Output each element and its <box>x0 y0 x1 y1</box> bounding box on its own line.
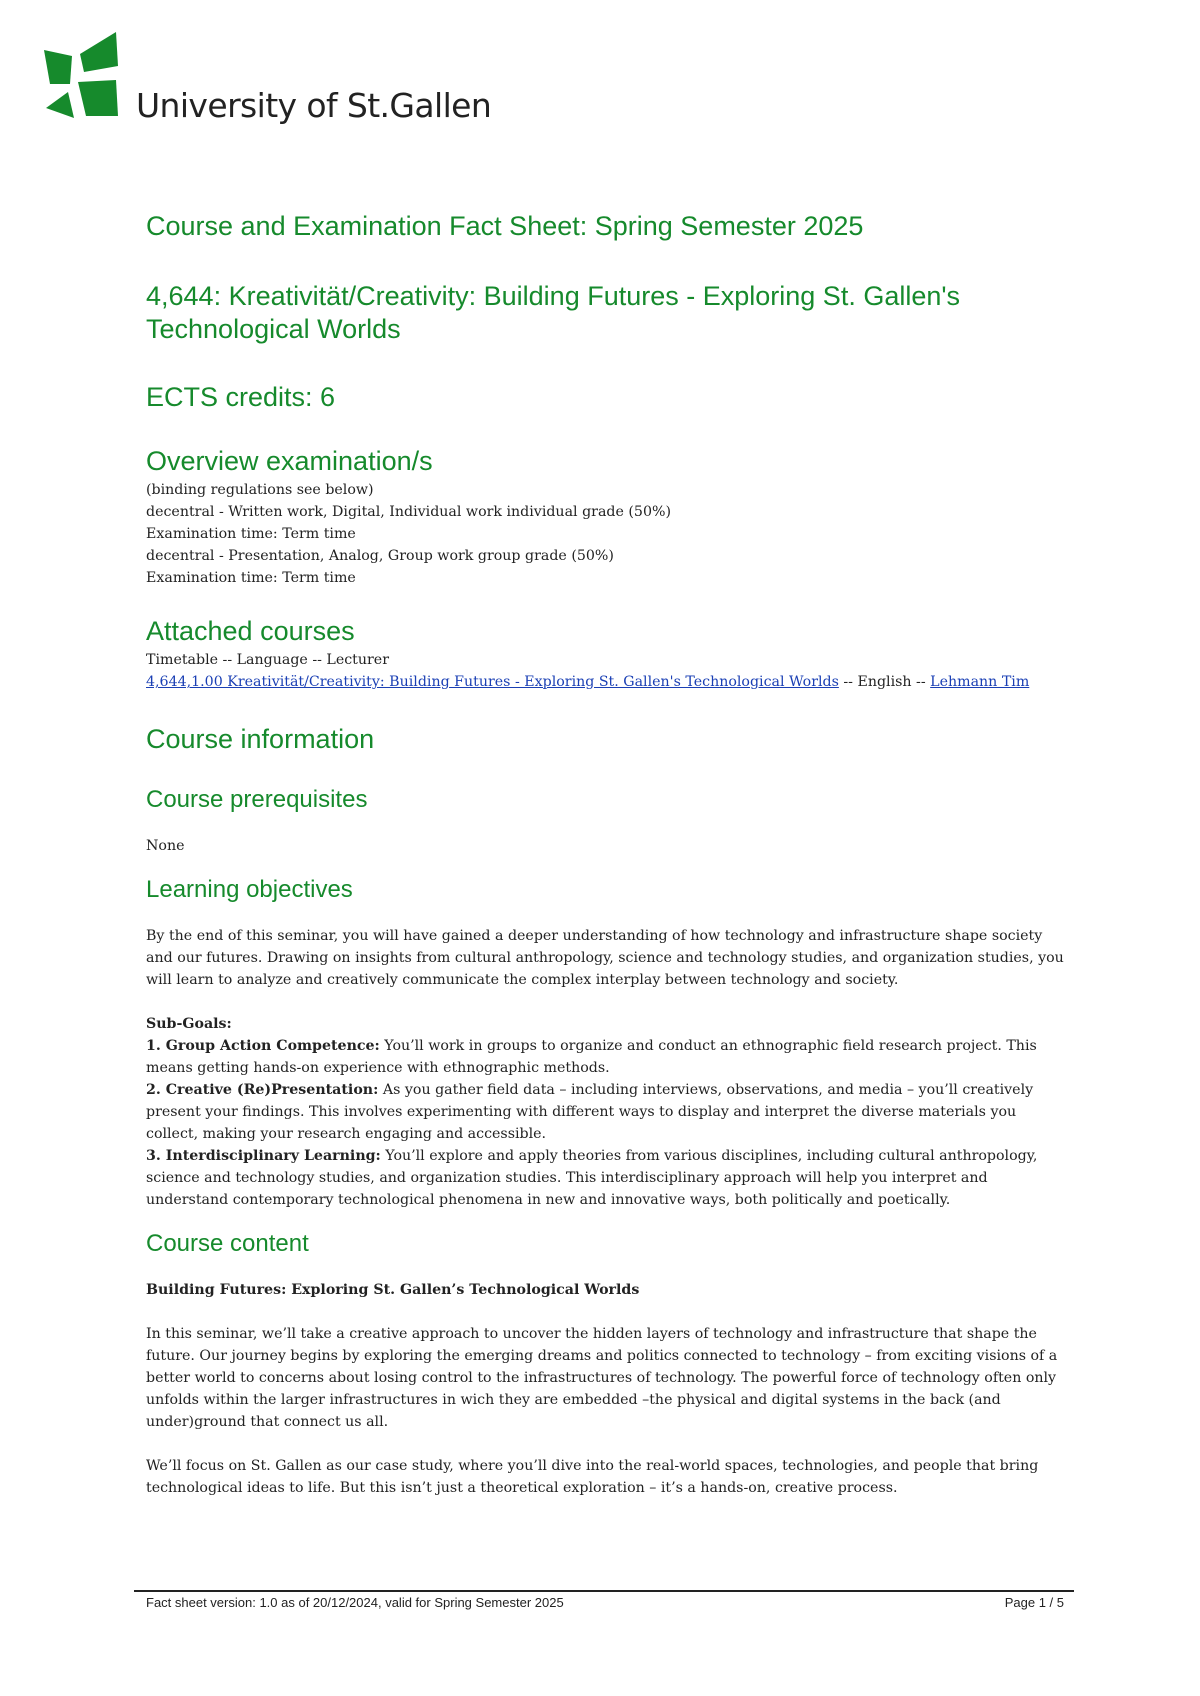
attached-courses-columns: Timetable -- Language -- Lecturer <box>146 652 389 668</box>
attached-courses-heading: Attached courses <box>146 616 355 646</box>
course-information-heading: Course information <box>146 724 375 754</box>
hsg-logo-mark-icon <box>44 32 124 120</box>
course-title: 4,644: Kreativität/Creativity: Building Futures - Exploring St. Gallen's Technological Worlds <box>146 281 961 344</box>
course-language: -- English -- <box>838 674 931 690</box>
footer-divider <box>134 1590 1074 1592</box>
goal-item <box>146 1145 1066 1211</box>
lecturer-link[interactable]: Lehmann Tim <box>930 674 1030 690</box>
prerequisites-text: None <box>146 838 185 854</box>
overview-line: decentral - Written work, Digital, Individual work individual grade (50%) <box>146 504 671 520</box>
attached-course-row <box>146 671 1066 693</box>
overview-line: (binding regulations see below) <box>146 482 374 498</box>
overview-list <box>146 479 1066 589</box>
goal-label: 1. Group Action Competence: <box>146 1038 380 1054</box>
goal-text: As you gather field data – including interviews, observations, and media – you’ll creatively present your findings. This involves experimenting with different ways to display and interpret the diverse materials you collect, making your research engaging and accessible. <box>146 1082 1034 1142</box>
overview-line: Examination time: Term time <box>146 570 356 586</box>
ects-credits: ECTS credits: 6 <box>146 382 336 412</box>
content-paragraph: In this seminar, we’ll take a creative approach to uncover the hidden layers of technology and infrastructure that shape the future. Our journey begins by exploring the emerging dreams and politics connected to technology – from exciting visions of a better world to concerns about losing control to the infrastructures of technology. The powerful force of technology often only unfolds within the larger infrastructures in wich they are embedded –the physical and digital systems in the back (and under)ground that connect us all. <box>146 1326 1058 1430</box>
goal-label: 3. Interdisciplinary Learning: <box>146 1148 381 1164</box>
goal-item <box>146 1079 1066 1145</box>
goal-item <box>146 1035 1066 1079</box>
fact-sheet-content <box>146 200 1066 1499</box>
objectives-intro: By the end of this seminar, you will have gained a deeper understanding of how technology and infrastructure shape society and our futures. Drawing on insights from cultural anthropology, science and technology studies, and organization studies, you will learn to analyze and creatively communicate the complex interplay between technology and society. <box>146 928 1064 988</box>
overview-line: Examination time: Term time <box>146 526 356 542</box>
footer-version: Fact sheet version: 1.0 as of 20/12/2024, valid for Spring Semester 2025 <box>146 1595 564 1610</box>
overview-heading: Overview examination/s <box>146 446 433 476</box>
goal-text: You’ll work in groups to organize and conduct an ethnographic field research project. This means getting hands-on experience with ethnographic methods. <box>146 1038 1037 1076</box>
course-link[interactable]: 4,644,1.00 Kreativität/Creativity: Building Futures - Exploring St. Gallen's Technological Worlds <box>146 674 839 690</box>
university-logo <box>44 32 504 132</box>
goal-label: 2. Creative (Re)Presentation: <box>146 1082 379 1098</box>
content-subtitle: Building Futures: Exploring St. Gallen’s Technological Worlds <box>146 1282 640 1298</box>
prerequisites-heading: Course prerequisites <box>146 786 368 813</box>
overview-line: decentral - Presentation, Analog, Group work group grade (50%) <box>146 548 614 564</box>
goal-text: You’ll explore and apply theories from various disciplines, including cultural anthropology, science and technology studies, and organization studies. This interdisciplinary approach will help you interpret and understand contemporary technological phenomena in new and innovative ways, both politically and poetically. <box>146 1148 1038 1208</box>
university-name: University of St.Gallen <box>136 86 492 125</box>
course-content-heading: Course content <box>146 1230 309 1257</box>
content-paragraph: We’ll focus on St. Gallen as our case study, where you’ll dive into the real-world spaces, technologies, and people that bring technological ideas to life. But this isn’t just a theoretical exploration – it’s a hands-on, creative process. <box>146 1458 1039 1496</box>
footer-page-number: Page 1 / 5 <box>1004 1595 1064 1610</box>
learning-objectives-heading: Learning objectives <box>146 876 353 903</box>
subgoals-label: Sub-Goals: <box>146 1016 232 1032</box>
page-title: Course and Examination Fact Sheet: Spring Semester 2025 <box>146 211 864 241</box>
